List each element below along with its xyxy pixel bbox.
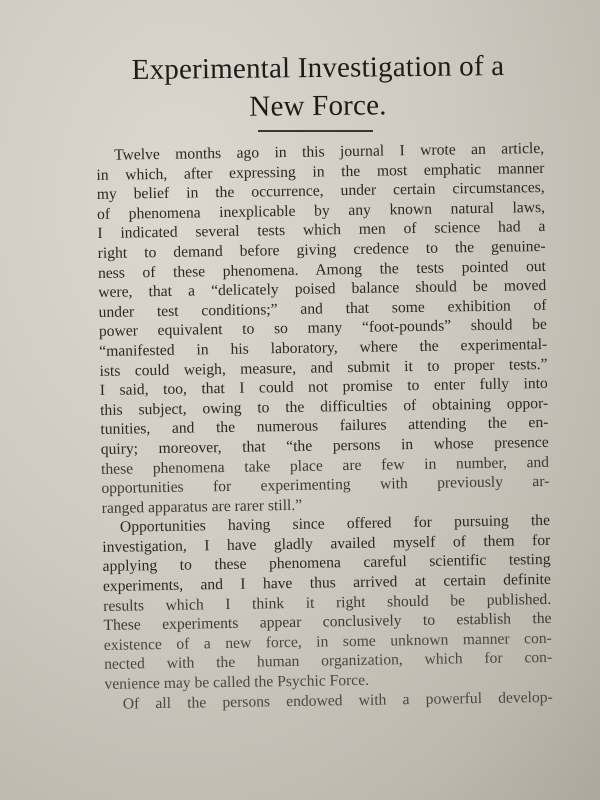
text-line: Of all the persons endowed with a powerful develop- <box>122 688 553 713</box>
title-divider <box>258 130 373 132</box>
text-line: applying to these phenomena careful scientific testing <box>102 551 551 576</box>
text-line: experiments, and I have thus arrived at certain definite <box>102 570 551 596</box>
text-line: in which, after expressing in the most emphatic manner <box>96 159 545 184</box>
text-line: existence of a new force, in some unknown manner con- <box>103 629 552 654</box>
text-line: “manifested in his laboratory, where the experimental- <box>99 335 548 360</box>
text-line: ness of these phenomena. Among the tests pointed out <box>97 257 547 282</box>
text-line: investigation, I have gladly availed myself of them for <box>102 531 551 556</box>
text-line: quiry; moreover, that “the persons in whose presence <box>100 433 549 458</box>
text-line: Twelve months ago in this journal I wrote an article, <box>114 139 545 164</box>
text-line: results which I think it right should be published. <box>103 590 552 615</box>
text-line: these phenomena take place are few in number, and <box>100 453 550 478</box>
text-line: of phenomena inexplicable by any known natural laws, <box>96 198 546 223</box>
text-line: Opportunities having since offered for pursuing the <box>119 512 551 536</box>
text-line: under test conditions;” and that some exhibition of <box>98 296 547 321</box>
text-line: venience may be called the Psychic Force. <box>104 671 370 693</box>
text-line: were, that a “delicately poised balance should be moved <box>98 277 547 302</box>
article-title-line-2: New Force. <box>249 89 387 123</box>
article-body <box>96 139 553 714</box>
text-line: my belief in the occurrence, under certain circumstances, <box>96 179 545 204</box>
text-line: ranged apparatus are rarer still.” <box>101 496 303 517</box>
text-line: nected with the human organization, which for con- <box>104 649 553 674</box>
text-line: I indicated several tests which men of science had a <box>97 218 546 243</box>
article-title-line-1: Experimental Investigation of a <box>131 50 505 86</box>
text-line: ists could weigh, measure, and submit it to proper tests.” <box>99 355 548 380</box>
text-line: These experiments appear conclusively to establish the <box>103 610 552 635</box>
text-line: this subject, owing to the difficulties of obtaining oppor- <box>100 394 549 419</box>
text-line: I said, too, that I could not promise to enter fully into <box>99 375 548 400</box>
text-line: opportunities for experimenting with previously ar- <box>101 473 550 498</box>
text-line: power equivalent to so many “foot-pounds” should be <box>98 316 547 341</box>
text-line: tunities, and the numerous failures attending the en- <box>100 414 549 439</box>
text-line: right to demand before giving credence to the genuine- <box>97 237 546 262</box>
